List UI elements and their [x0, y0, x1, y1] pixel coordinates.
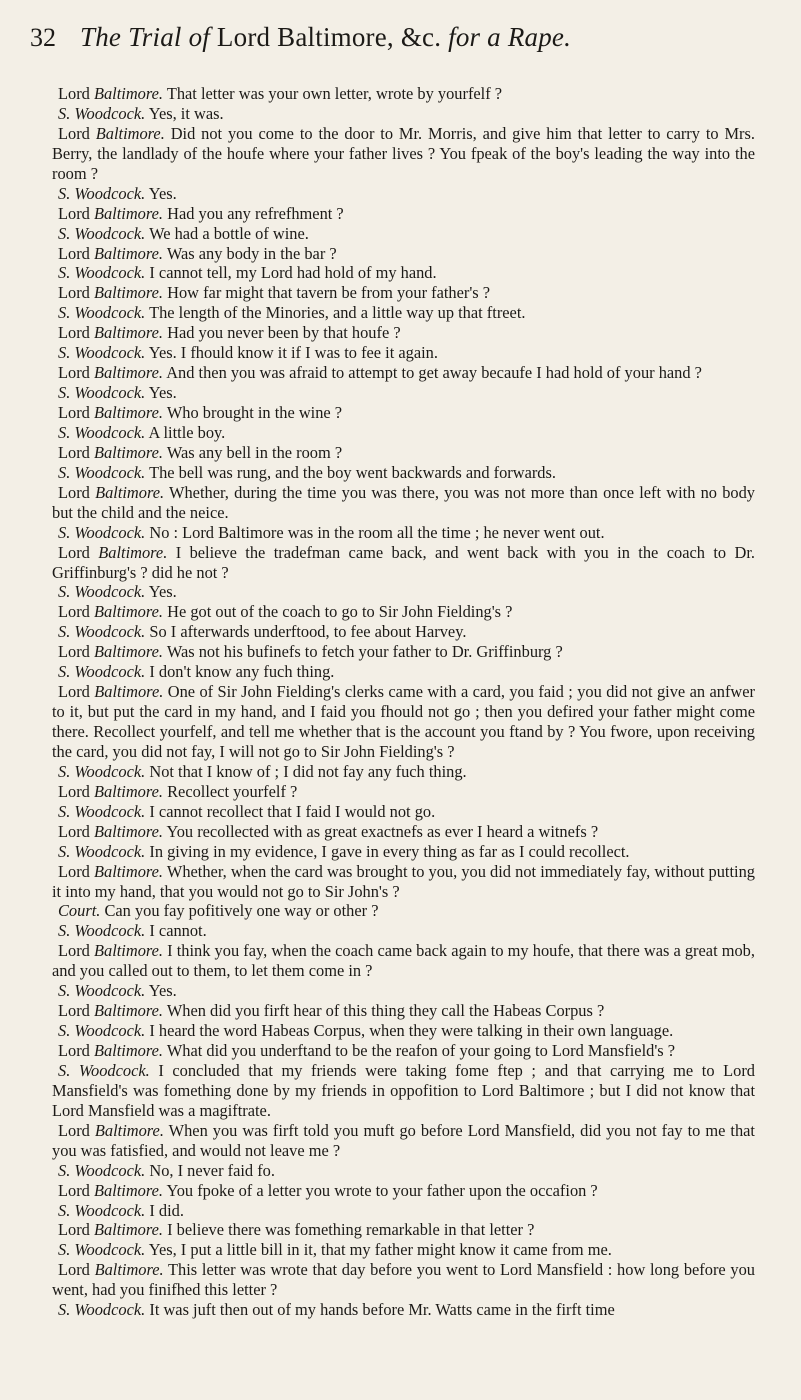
testimony-text: This letter was wrote that day before you went to Lord Mansfield : how long before you went, had you finifhed this letter ? [52, 1260, 755, 1300]
transcript-paragraph [52, 862, 755, 902]
speaker-name: Lord Baltimore. [58, 283, 164, 303]
transcript-paragraph [52, 363, 755, 383]
testimony-text: Was not his bufinefs to fetch your father to Dr. Griffinburg ? [166, 642, 563, 662]
transcript-body [30, 84, 757, 1320]
testimony-text: When did you firft hear of this thing they call the Habeas Corpus ? [166, 1001, 605, 1021]
testimony-text: It was juft then out of my hands before Mr. Watts came in the firft time [149, 1300, 615, 1320]
testimony-text: What did you underftand to be the reafon of your going to Lord Mansfield's ? [166, 1041, 676, 1060]
testimony-text: Did not you come to the door to Mr. Morris, and give him that letter to carry to Mrs. Berry, the landlady of the houfe where your father lives ? You fpeak of the boy's leading the way into the room ? [52, 123, 755, 183]
transcript-paragraph [52, 682, 755, 762]
speaker-name: Lord Baltimore. [58, 363, 164, 383]
testimony-text: I don't know any fuch thing. [149, 662, 335, 682]
transcript-paragraph [52, 204, 755, 224]
speaker-name: Lord Baltimore. [58, 442, 164, 462]
transcript-paragraph [52, 383, 755, 403]
transcript-paragraph [52, 1260, 755, 1300]
speaker-name: S. Woodcock. [58, 1300, 146, 1320]
testimony-text: Was any body in the bar ? [166, 243, 337, 263]
speaker-name: Lord Baltimore. [58, 203, 164, 223]
transcript-paragraph [52, 323, 755, 343]
speaker-name: Lord Baltimore. [58, 1180, 164, 1200]
transcript-paragraph [52, 822, 755, 842]
testimony-text: Yes, it was. [148, 103, 224, 123]
speaker-name: S. Woodcock. [58, 582, 146, 602]
transcript-paragraph [52, 802, 755, 822]
transcript-paragraph [52, 1181, 755, 1201]
testimony-text: Whether, when the card was brought to you, you did not immediately fay, without putting it into my hand, that you would not go to Sir John's ? [52, 861, 755, 901]
testimony-text: Had you never been by that houfe ? [167, 323, 401, 343]
title-rape: Rape. [507, 22, 572, 52]
transcript-paragraph [52, 782, 755, 802]
transcript-paragraph [52, 303, 755, 323]
speaker-name: S. Woodcock. [58, 462, 146, 482]
speaker-name: Lord Baltimore. [58, 781, 164, 801]
speaker-name: Lord Baltimore. [58, 123, 165, 143]
transcript-paragraph [52, 443, 755, 463]
transcript-paragraph [52, 1161, 755, 1181]
testimony-text: Not that I know of ; I did not fay any fuch thing. [149, 761, 467, 781]
testimony-text: Was any bell in the room ? [166, 442, 343, 462]
testimony-text: I did. [149, 1200, 184, 1220]
speaker-name: Lord Baltimore. [58, 1001, 164, 1021]
testimony-text: He got out of the coach to go to Sir John Fielding's ? [167, 602, 513, 622]
testimony-text: I concluded that my friends were taking fome ftep ; and that carrying me to Lord Mansfield's was fomething done by my friends in oppofition to Lord Baltimore ; but I did not know that Lord Mansfield was a magiftrate. [52, 1060, 755, 1120]
speaker-name: Lord Baltimore. [58, 84, 164, 103]
testimony-text: In giving in my evidence, I gave in every thing as far as I could recollect. [149, 841, 630, 861]
transcript-paragraph [52, 642, 755, 662]
testimony-text: I believe the tradefman came back, and went back with you in the coach to Dr. Griffinburg's ? did he not ? [52, 542, 755, 582]
title-of: of [188, 22, 210, 52]
transcript-paragraph [52, 84, 755, 104]
transcript-paragraph [52, 483, 755, 523]
testimony-text: Yes. [148, 582, 177, 602]
transcript-paragraph [52, 981, 755, 1001]
testimony-text: Who brought in the wine ? [166, 403, 343, 422]
running-title [80, 22, 571, 53]
page-number: 32 [30, 23, 56, 52]
speaker-name: S. Woodcock. [58, 183, 146, 203]
speaker-name: S. Woodcock. [58, 761, 146, 781]
speaker-name: Lord Baltimore. [58, 602, 164, 622]
testimony-text: I believe there was fomething remarkable in that letter ? [167, 1220, 535, 1240]
transcript-paragraph [52, 104, 755, 124]
speaker-name: S. Woodcock. [58, 1240, 146, 1260]
transcript-paragraph [52, 244, 755, 264]
testimony-text: No, I never faid fo. [149, 1160, 275, 1180]
transcript-paragraph [52, 921, 755, 941]
speaker-name: S. Woodcock. [58, 303, 146, 323]
transcript-paragraph [52, 463, 755, 483]
transcript-paragraph [52, 1300, 755, 1320]
transcript-paragraph [52, 1121, 755, 1161]
speaker-name: Lord Baltimore. [58, 323, 164, 343]
transcript-paragraph [52, 523, 755, 543]
transcript-paragraph [52, 1021, 755, 1041]
transcript-paragraph [52, 423, 755, 443]
testimony-text: How far might that tavern be from your father's ? [167, 283, 491, 303]
transcript-paragraph [52, 662, 755, 682]
speaker-name: Lord Baltimore. [58, 941, 164, 961]
transcript-paragraph [52, 543, 755, 583]
testimony-text: No : Lord Baltimore was in the room all the time ; he never went out. [149, 522, 605, 542]
speaker-name: Lord Baltimore. [58, 403, 164, 422]
transcript-paragraph [52, 124, 755, 184]
transcript-paragraph [52, 263, 755, 283]
transcript-paragraph [52, 582, 755, 602]
transcript-paragraph [52, 762, 755, 782]
testimony-text: You fpoke of a letter you wrote to your father upon the occafion ? [166, 1180, 598, 1200]
testimony-text: Can you fay pofitively one way or other ? [104, 901, 379, 921]
testimony-text: The bell was rung, and the boy went backwards and forwards. [149, 462, 556, 482]
testimony-text: The length of the Minories, and a little way up that ftreet. [149, 303, 526, 323]
speaker-name: S. Woodcock. [58, 1021, 146, 1041]
transcript-paragraph [52, 184, 755, 204]
speaker-name: Lord Baltimore. [58, 642, 164, 662]
title-the: The [80, 22, 122, 52]
speaker-name: Lord Baltimore. [58, 542, 168, 562]
speaker-name: S. Woodcock. [58, 223, 146, 243]
running-header [30, 22, 757, 84]
testimony-text: Yes. [148, 981, 177, 1001]
testimony-text: So I afterwards underftood, to fee about Harvey. [149, 622, 467, 642]
testimony-text: Yes. [148, 183, 177, 203]
speaker-name: Lord Baltimore. [58, 861, 164, 881]
transcript-paragraph [52, 343, 755, 363]
transcript-paragraph [52, 842, 755, 862]
speaker-name: S. Woodcock. [58, 1200, 146, 1220]
testimony-text: When you was firft told you muft go before Lord Mansfield, did you not fay to me that you was fatisfied, and would not leave me ? [52, 1120, 755, 1160]
transcript-paragraph [52, 1061, 755, 1121]
speaker-name: S. Woodcock. [58, 662, 146, 682]
testimony-text: I heard the word Habeas Corpus, when they were talking in their own language. [149, 1021, 674, 1041]
transcript-paragraph [52, 941, 755, 981]
title-trial: Trial [128, 22, 182, 52]
speaker-name: Court. [58, 901, 101, 921]
transcript-paragraph [52, 1220, 755, 1240]
speaker-name: S. Woodcock. [58, 103, 146, 123]
speaker-name: S. Woodcock. [58, 921, 146, 941]
transcript-paragraph [52, 602, 755, 622]
speaker-name: Lord Baltimore. [58, 482, 165, 502]
speaker-name: Lord Baltimore. [58, 243, 164, 263]
speaker-name: S. Woodcock. [58, 522, 146, 542]
transcript-paragraph [52, 622, 755, 642]
testimony-text: And then you was afraid to attempt to get away becaufe I had hold of your hand ? [166, 363, 702, 383]
speaker-name: S. Woodcock. [58, 801, 146, 821]
transcript-paragraph [52, 403, 755, 423]
speaker-name: Lord Baltimore. [58, 1220, 164, 1240]
transcript-paragraph [52, 283, 755, 303]
testimony-text: I cannot. [149, 921, 207, 941]
testimony-text: Whether, during the time you was there, you was not more than once left with no body but the child and the neice. [52, 482, 755, 522]
speaker-name: S. Woodcock. [58, 383, 146, 403]
testimony-text: Yes. [148, 383, 177, 403]
speaker-name: Lord Baltimore. [58, 1120, 164, 1140]
speaker-name: S. Woodcock. [58, 1160, 146, 1180]
speaker-name: S. Woodcock. [58, 841, 146, 861]
testimony-text: A little boy. [148, 422, 226, 442]
testimony-text: That letter was your own letter, wrote by yourfelf ? [166, 84, 503, 103]
speaker-name: S. Woodcock. [58, 1060, 150, 1080]
speaker-name: S. Woodcock. [58, 422, 146, 442]
speaker-name: Lord Baltimore. [58, 682, 164, 702]
testimony-text: One of Sir John Fielding's clerks came with a card, you faid ; you did not give an anfwer to it, but put the card in my hand, and I faid you fhould not go ; then you defired your father might come there. Recollect yourfelf, and tell me whether that is the account you ftand by ? You fwore, upon receiving the card, you did not fay, I will not go to Sir John Fielding's ? [52, 682, 755, 761]
testimony-text: Had you any refrefhment ? [167, 203, 344, 223]
speaker-name: S. Woodcock. [58, 343, 146, 363]
speaker-name: S. Woodcock. [58, 622, 146, 642]
transcript-paragraph [52, 901, 755, 921]
testimony-text: I cannot tell, my Lord had hold of my hand. [149, 263, 437, 283]
title-name: Lord Baltimore, &c. [216, 22, 442, 52]
speaker-name: S. Woodcock. [58, 981, 146, 1001]
transcript-paragraph [52, 1240, 755, 1260]
transcript-paragraph [52, 1201, 755, 1221]
title-for: for a [448, 22, 501, 52]
speaker-name: Lord Baltimore. [58, 821, 164, 841]
speaker-name: Lord Baltimore. [58, 1260, 164, 1280]
testimony-text: You recollected with as great exactnefs as ever I heard a witnefs ? [166, 821, 599, 841]
transcript-paragraph [52, 224, 755, 244]
speaker-name: S. Woodcock. [58, 263, 146, 283]
testimony-text: I think you fay, when the coach came back again to my houfe, that there was a great mob, and you called out to them, to let them come in ? [52, 941, 755, 981]
transcript-paragraph [52, 1041, 755, 1061]
speaker-name: Lord Baltimore. [58, 1041, 164, 1060]
testimony-text: Recollect yourfelf ? [167, 781, 298, 801]
testimony-text: Yes, I put a little bill in it, that my father might know it came from me. [148, 1240, 612, 1260]
testimony-text: We had a bottle of wine. [149, 223, 309, 243]
testimony-text: Yes. I fhould know it if I was to fee it again. [148, 343, 438, 363]
testimony-text: I cannot recollect that I faid I would not go. [149, 801, 436, 821]
transcript-paragraph [52, 1001, 755, 1021]
